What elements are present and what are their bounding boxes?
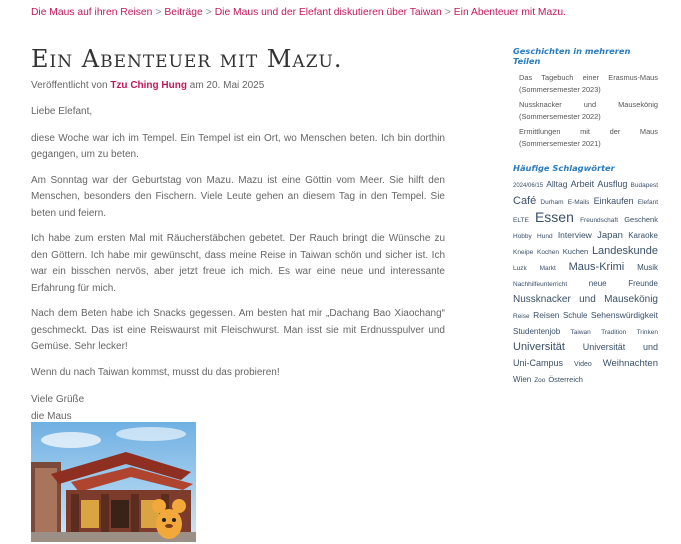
tag-link[interactable]: neue [588,279,607,288]
stories-list [513,72,658,149]
post-paragraph: Wenn du nach Taiwan kommst, musst du das probieren! [31,366,280,378]
page-title: Ein Abenteuer mit Mazu. [31,45,343,73]
breadcrumb-separator: > [205,7,212,18]
tag-link[interactable]: Essen [534,209,574,225]
tag-link[interactable]: Café [513,195,537,207]
tag-link[interactable]: Ausflug [597,179,628,189]
tag-link[interactable]: Video [573,361,592,368]
author-link[interactable]: Tzu Ching Hung [110,80,187,91]
temple-photo[interactable] [31,422,196,542]
tag-link[interactable]: Nachhilfeunterricht [513,281,568,288]
story-link[interactable]: Ermittlungen mit der Maus (Sommersemester 2021) [519,127,658,148]
post-signoff [31,392,445,425]
tags-widget-title: Häufige Schlagwörter [513,163,615,173]
post-greeting: Liebe Elefant, [31,106,93,117]
post-content [31,44,445,425]
tag-link[interactable]: und [642,342,658,352]
tag-link[interactable]: Freunde [628,279,658,288]
breadcrumb-link-posts[interactable]: Beiträge [164,7,203,18]
tag-link[interactable]: Luzk [513,265,527,272]
tag-link[interactable]: Reisen [533,310,560,320]
tag-link[interactable]: Markt [539,265,556,272]
tag-link[interactable]: Reise [513,313,530,320]
breadcrumb-link-home[interactable]: Die Maus auf ihren Reisen [31,7,153,18]
breadcrumb-separator: > [444,7,451,18]
tag-link[interactable]: Schule [562,311,588,320]
tag-link[interactable]: Kochen [536,249,560,256]
tag-link[interactable]: Uni-Campus [513,358,564,368]
tag-link[interactable]: Trinken [636,329,659,336]
post-paragraph: Ich habe zum ersten Mal mit Räucherstäbchen gebetet. Der Rauch bringt die Wünsche zu den Göttern. Ich habe mir gewünscht, dass meine Reise in Taiwan schön und sicher ist. Ich war ein bisschen nervös, aber jetzt freue ich mich. Es war eine neue und interessante Erfahrung für mich. [31,233,445,294]
byline-prefix: Veröffentlicht von [31,80,108,91]
tag-link[interactable]: Karaoke [628,231,658,240]
tag-link[interactable]: Hund [537,233,553,240]
breadcrumb-link-category[interactable]: Die Maus und der Elefant diskutieren über Taiwan [214,7,442,18]
post-paragraph: diese Woche war ich im Tempel. Ein Tempel ist ein Ort, wo Menschen beten. Ich bin dorthin gegangen, um zu beten. [31,132,445,160]
post-paragraph: Am Sonntag war der Geburtstag von Mazu. Mazu ist eine Göttin vom Meer. Sie hilft den Menschen, besonders den Fischern. Viele Leute gehen an diesem Tag in den Tempel. Sie beten und feiern. [31,174,445,219]
tag-link[interactable]: Mausekönig [604,294,658,305]
tag-link[interactable]: Kuchen [562,247,589,256]
tag-link[interactable]: Maus-Krimi [568,261,625,273]
tag-link[interactable]: Taiwan [570,329,591,336]
tag-link[interactable]: Kneipe [513,249,534,256]
tag-link[interactable]: E-Mails [567,199,590,206]
breadcrumb-separator: > [155,7,162,18]
tag-link[interactable]: Durham [540,199,564,206]
tag-link[interactable]: ELTE [513,217,529,224]
tag-link[interactable]: Universität [582,342,626,352]
tag-link[interactable]: Geschenk [624,215,658,224]
post-paragraph: Nach dem Beten habe ich Snacks gegessen. Am besten hat mir „Dachang Bao Xiaochang“ geschmeckt. Das ist eine Reiswaurst mit Fleischwurst. Man isst sie mit Erdnusspulver und Gemüse. Sehr lecker! [31,308,445,352]
byline-date: am 20. Mai 2025 [189,80,265,91]
breadcrumb-current: Ein Abenteuer mit Mazu. [453,7,566,18]
story-link[interactable]: Nussknacker und Mausekönig (Sommersemester 2022) [519,100,658,121]
tag-link[interactable]: Alltag [546,179,568,189]
post-byline [31,80,445,91]
tag-link[interactable]: Tradition [601,329,627,336]
tag-link[interactable]: Freundschaft [580,217,619,224]
signoff-line: Viele Grüße [31,394,85,405]
tag-link[interactable]: Musik [637,263,658,272]
tag-link[interactable]: Österreich [548,375,583,384]
tag-link[interactable]: Landeskunde [591,245,658,257]
breadcrumb [31,7,671,18]
tag-link[interactable]: Studentenjob [513,327,561,336]
tag-cloud [513,177,658,388]
tag-link[interactable]: Elefant [637,199,659,206]
tag-link[interactable]: und [579,294,596,305]
temple-photo-illustration [31,422,196,542]
sidebar [513,46,658,388]
tag-link[interactable]: Nussknacker [513,294,571,305]
tag-link[interactable]: Hobby [513,233,532,240]
tag-link[interactable]: Zoo [534,377,546,384]
story-link[interactable]: Das Tagebuch einer Erasmus-Maus (Sommersemester 2023) [519,73,658,94]
tag-link[interactable]: Interview [557,230,592,240]
tag-link[interactable]: Weihnachten [602,358,658,369]
tag-link[interactable]: 2024/06/15 [513,183,544,189]
tag-link[interactable]: Sehenswürdigkeit [590,310,658,320]
tag-link[interactable]: Arbeit [570,179,595,189]
tag-link[interactable]: Budapest [630,182,658,189]
signoff-line: die Maus [31,410,72,422]
tag-link[interactable]: Wien [513,375,532,384]
stories-widget-title: Geschichten in mehreren Teilen [513,46,631,66]
tag-link[interactable]: Japan [597,230,623,241]
tag-link[interactable]: Universität [513,341,565,353]
tag-link[interactable]: Einkaufen [593,196,634,206]
